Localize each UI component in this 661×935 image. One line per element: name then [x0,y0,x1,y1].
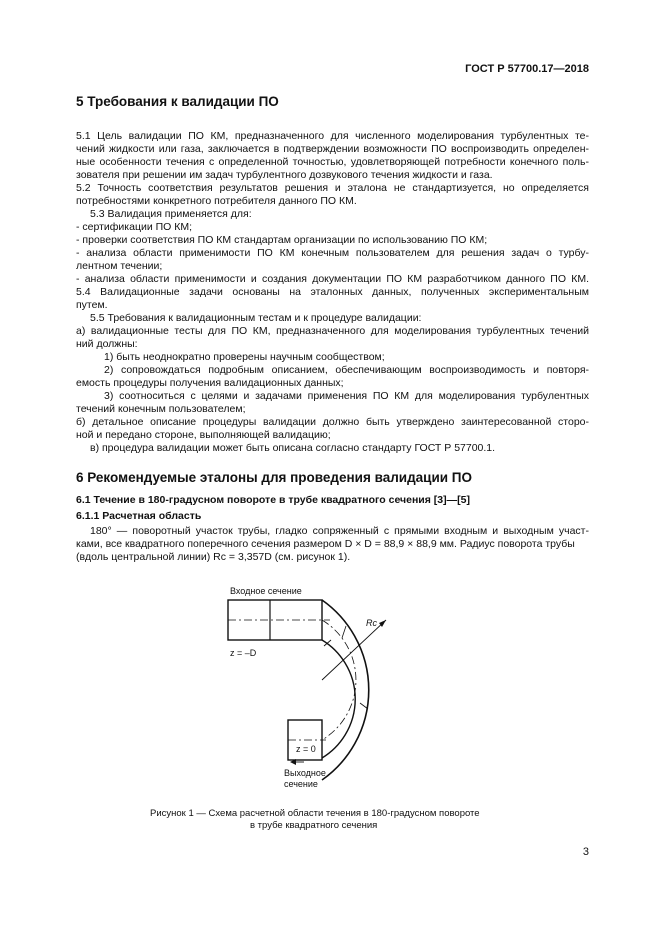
s5-line: а) валидационные тесты для ПО КМ, предназначенного для моделирования турбулентных течений [76,325,589,337]
document-header: ГОСТ Р 57700.17—2018 [465,63,589,75]
s5-line: 5.2 Точность соответствия результатов решения и эталона не стандартизуется, но определяется [76,182,589,194]
s5-line: путем. [76,299,108,311]
radius-line [322,620,386,680]
outlet-label-2: сечение [284,779,318,789]
section-6-1-title: 6.1 Течение в 180-градусном повороте в трубе квадратного сечения [3]—[5] [76,494,470,506]
pipe-bend-diagram [196,580,416,810]
section-6-title: 6 Рекомендуемые эталоны для проведения валидации ПО [76,470,473,485]
s5-line: - проверки соответствия ПО КМ стандартам организации по использованию ПО КМ; [76,234,488,246]
s5-line: ний должны: [76,338,138,350]
section-6-1-1-title: 6.1.1 Расчетная область [76,510,202,522]
s5-line: 1) быть неоднократно проверены научным сообществом; [104,351,385,363]
s6-line: (вдоль центральной линии) Rc = 3,357D (см. рисунок 1). [76,551,351,563]
s5-line: ные особенности течения с определенной точностью, удовлетворяющей потребности конечного поль- [76,156,589,168]
s5-line: зователя при решении им задач турбулентного дозвукового течения жидкости и газа. [76,169,493,181]
radius-label: Rc [366,618,377,628]
z-inlet-label: z = –D [230,648,257,658]
section-5-title: 5 Требования к валидации ПО [76,94,279,109]
s5-line: лентном течении; [76,260,163,272]
s6-line: ками, все квадратного поперечного сечения размером D × D = 88,9 × 88,9 мм. Радиус поворота трубы [76,538,575,550]
inlet-label: Входное сечение [230,586,302,596]
s5-line: - сертификации ПО КМ; [76,221,193,233]
figure-caption-line-2: в трубе квадратного сечения [250,820,378,831]
s5-line: течений конечным пользователем; [76,403,246,415]
s5-line: емость процедуры получения валидационных данных; [76,377,344,389]
s5-line: 5.5 Требования к валидационным тестам и к процедуре валидации: [90,312,422,324]
s5-line: б) детальное описание процедуры валидации должно быть утверждено заинтересованной сторо- [76,416,589,428]
s5-line: - анализа области применимости и создания документации ПО КМ разработчиком данного ПО КМ. [76,273,589,285]
inner-bend-arc [322,640,355,758]
s5-line: - анализа области применимости ПО КМ конечным пользователем для решения задач о турбу- [76,247,589,259]
s5-line: чений жидкости или газа, заключается в подтверждении возможности ПО воспроизводить определен- [76,143,589,155]
s5-line: в) процедура валидации может быть описана согласно стандарту ГОСТ Р 57700.1. [90,442,496,454]
s5-line: 3) соотноситься с целями и задачами применения ПО КМ для моделирования турбулентных [104,390,589,402]
s6-line: 180° — поворотный участок трубы, гладко сопряженный с прямыми входным и выходным участ- [90,525,589,537]
centerline-tick [360,703,368,709]
s5-line: 5.3 Валидация применяется для: [90,208,252,220]
centerline-tick [342,626,346,638]
page-number: 3 [582,846,589,858]
z-outlet-label: z = 0 [296,744,316,754]
inlet-duct [228,600,322,640]
outlet-label-1: Выходное [284,768,326,778]
s5-line: 2) сопровождаться подробным описанием, обеспечивающим воспроизводимость и повторя- [104,364,589,376]
s5-line: ной и передано стороне, выполняющей валидацию; [76,429,331,441]
s5-line: 5.1 Цель валидации ПО КМ, предназначенного для численного моделирования турбулентных те- [76,130,589,142]
s5-line: 5.4 Валидационные задачи основаны на эталонных данных, полученных экспериментальным [76,286,589,298]
s5-line: потребностями конкретного потребителя данного ПО КМ. [76,195,357,207]
figure-caption-line-1: Рисунок 1 — Схема расчетной области течения в 180-градусном повороте [150,808,480,819]
